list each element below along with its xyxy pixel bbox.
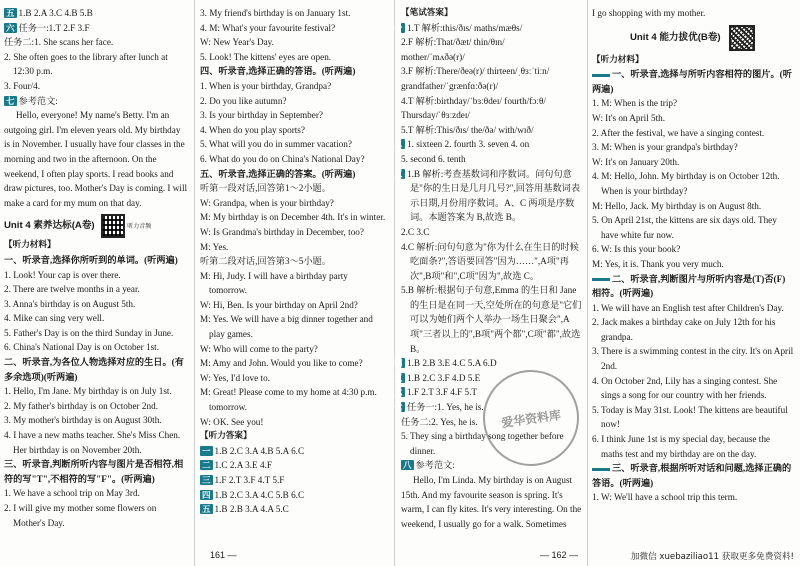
line-text: 1. sixteen 2. fourth 3. seven 4. on [407,139,530,150]
text-line [200,137,388,152]
line-text: 2.C 3.C [401,226,430,237]
line-text: 2. After the festival, we have a singing contest. [592,127,765,138]
text-line [592,96,794,111]
unit-header [630,25,794,51]
advert-text[interactable]: 加微信 xuebaziliao11 获取更多免费资料! [630,552,794,562]
text-line [200,50,388,65]
text-line [592,169,794,198]
line-text: 1.B 2.C 3.A 4.B 5.A 6.C [214,445,305,456]
line-text: 1.B 2.A 3.C 4.B 5.B [18,8,93,18]
question-list [592,490,794,505]
line-text: 6. I think June 1st is my special day, because the maths test and my birthday are on the day. [592,434,771,459]
line-text: 1.T 解析:this/ðɪs/ maths/mæθs/ [407,22,523,33]
text-line [4,413,188,428]
line-text: 5. Father's Day is on the third Sunday in June. [4,327,174,338]
answer-line [401,152,583,167]
column-2 [200,6,388,517]
text-line [200,385,388,414]
answer-line [200,444,388,459]
line-text: 1. Look! Your cap is over there. [4,269,121,280]
answer-line [401,94,583,109]
answer-line [200,473,388,488]
text-line [200,371,388,386]
answer-line [200,458,388,473]
text-line [592,315,794,344]
line-text: 任务一:1.T 2.F 3.F [18,22,90,33]
question-list [200,6,388,64]
question-number-badge: 五 [6,8,15,18]
answer-line [401,240,583,284]
line-text: 3.F 解析:There/ðeə(r)/ thirteen/ˌθɜːˈtiːn/ [401,66,550,77]
text-line [200,108,388,123]
stamp-seal: 爱华资料库 [477,364,585,472]
text-line [592,432,794,461]
text-line [4,297,188,312]
answer-line [394,356,583,371]
line-text: 1.B 2.C 3.F 4.D 5.E [407,372,481,383]
text-line [200,79,388,94]
question-heading: 一、听录音,选择与所听内容相符的图片。(听两遍) [592,69,792,94]
column-4 [592,6,794,505]
question-number-badge: 七 [401,402,405,412]
text-line [200,123,388,138]
essay-text: Hello, I'm Linda. My birthday is on August 15th. And my favourite season is spring. It's warm, I can fly kites. It's very interesting. On the weekend, I usually go for a walk. Sometimes [401,475,582,529]
line-text: grandfather/ˈgrænfɑːðə(r)/ [401,80,499,91]
line-text: W: New Year's Day. [200,37,274,48]
sub-heading: 听第二段对话,回答第3～5小题。 [200,256,331,267]
line-text: 4. M: Hello, John. My birthday is on October 12th. When is your birthday? [592,171,780,196]
line-text: W: Hi, Ben. Is your birthday on April 2nd? [200,299,358,310]
line-text: W: It's on January 20th. [592,156,680,167]
question-number-badge: 五 [401,373,405,383]
question-number-badge: 七 [6,95,15,106]
line-text: 2. There are twelve months in a year. [4,284,140,295]
qr-code-icon[interactable] [729,25,755,51]
line-text: 2.F 解析:That/ðæt/ thin/θɪn/ [401,37,505,48]
answer-line [401,50,583,65]
question-number-badge: 六 [401,387,405,397]
answer-line [401,79,583,94]
answer-line [4,21,188,36]
answer-line [394,21,583,36]
line-text: 任务一:1. Yes, he is. [407,402,484,413]
text-line [200,35,388,50]
text-line [200,415,388,430]
line-text: 3. Anna's birthday is on August 5th. [4,298,136,309]
line-text: W: OK. See you! [200,416,264,427]
line-text: M: Amy and John. Would you like to come? [200,358,363,369]
answer-line [401,123,583,138]
line-text: M: Great! Please come to my home at 4:30 p.m. tomorrow. [200,387,377,413]
text-line [592,344,794,373]
dialogue-list [200,269,388,430]
question-list [592,301,794,462]
text-line [592,257,794,272]
page-number-left: 161 — [210,550,237,560]
answer-line [200,488,388,503]
text-line [200,210,388,225]
answer-line [4,108,188,210]
line-text: W: Who will come to the party? [200,343,318,354]
line-text: 6. What do you do on China's National Day? [200,153,365,164]
text-line [200,94,388,109]
answer-line [401,283,583,356]
dialogue-list [200,196,388,254]
question-number-badge: 六 [6,22,15,33]
line-text: 1. When is your birthday, Grandpa? [200,80,332,91]
column-divider [194,0,195,566]
line-text: 5.T 解析:This/ðɪs/ the/ðə/ with/wɪð/ [401,124,534,135]
question-heading: 五、听录音,选择正确的答案。(听两遍) [200,168,356,179]
line-text: M: My birthday is on December 4th. It's in winter. [200,212,386,223]
text-line [592,242,794,257]
text-line [200,152,388,167]
answer-line [4,6,188,21]
unit-title: Unit 4 素养达标(A卷) [4,220,95,232]
line-text: 2. Do you like autumn? [200,95,287,106]
section-heading: 【听力答案】 [200,431,252,442]
text-line [4,486,188,501]
answer-line [200,502,388,517]
answer-lines [4,6,188,210]
qr-code-icon[interactable] [101,214,125,238]
answer-line [4,94,188,109]
question-heading: 二、听录音,为各位人物选择对应的生日。(有多余选项)(听两遍) [4,357,184,382]
column-1 [4,6,188,530]
unit-header [4,214,188,238]
text-line [200,312,388,341]
answer-line [4,35,188,50]
question-number-badge: 四 [202,489,211,500]
text-line [592,111,794,126]
line-text: Thursday/ˈθɜːzdeɪ/ [401,110,470,121]
line-text: Hello, everyone! My name's Betty. I'm an outgoing girl. I'm eleven years old. My birthday is in November. I usually have four classes in the morning and two in the afternoon. On the weekend, I often play sports. I read books and draw pictures, too. Mother's Day is coming. I will make a card for my mum on that day. [4,110,188,208]
text-line [4,340,188,355]
line-text: W: Is Grandma's birthday in December, too? [200,226,364,237]
line-text: 4. M: What's your favourite festival? [200,22,336,33]
line-text: 4.T 解析:birthday/ˈbɜːθdeɪ/ fourth/fɔːθ/ [401,95,546,106]
line-text: 1. We will have an English test after Children's Day. [592,302,784,313]
line-text: 5.B 解析:根据句子句意,Emma 的生日和 Jane 的生日是在同一天,空处所在的句意是"它们可以为她们两个人举办一场生日聚会",A项"三者以上的",B项"两个都",C项"都",故选 B。 [401,285,582,354]
text-line [4,384,188,399]
answer-line [401,225,583,240]
text-line [4,326,188,341]
question-number-badge: 五 [202,504,211,515]
answer-lines [200,444,388,517]
text-line [4,399,188,414]
text-line [200,21,388,36]
line-text: 5. Look! The kittens' eyes are open. [200,51,332,62]
line-text: 参考范文: [18,95,58,106]
line-text: 3. M: When is your grandpa's birthday? [592,142,738,153]
line-text: M: Yes, it is. Thank you very much. [592,258,724,269]
line-text: 2. Jack makes a birthday cake on July 12th for his grandpa. [592,317,776,342]
line-text: 1.F 2.T 3.F 4.T 5.F [214,475,285,485]
line-text: 5. What will you do in summer vacation? [200,139,352,150]
text-line [200,342,388,357]
text-line [200,196,388,211]
line-text: 1.C 2.A 3.E 4.F [214,460,272,471]
text-line [592,213,794,242]
line-text: mother/ˈmʌðə(r)/ [401,51,465,62]
question-number-badge: 四 [401,358,405,368]
line-text: 1.B 2.B 3.A 4.A 5.C [214,504,289,515]
text-line [592,199,794,214]
unit-title: Unit 4 能力拔优(B卷) [630,31,721,43]
line-text: 3. Is your birthday in September? [200,110,323,121]
text-line [592,374,794,403]
line-text: 4.C 解析:问句句意为"你为什么在生日的时候吃面条?",答语要回答"因为……",A项"再次",B项"和",C项"因为",故选 C。 [401,241,579,281]
question-list [4,486,188,530]
text-line [592,140,794,155]
answer-line [394,137,583,152]
text-line [4,282,188,297]
line-text: W: Yes, I'd love to. [200,372,270,383]
line-text: 4. When do you play sports? [200,124,305,135]
line-text: 5. Today is May 31st. Look! The kittens are beautiful now! [592,404,788,430]
question-number-badge: 二 [401,139,405,149]
text-line [200,240,388,255]
text-line [592,403,794,432]
text-line [200,298,388,313]
question-number-badge: 三 [401,169,405,179]
line-text: 2. She often goes to the library after lunch at 12:30 p.m. [4,51,168,77]
line-text: 1.B 解析:考查基数词和序数词。问句句意是"你的生日是几月几号?",回答用基数词表示日期,月份用序数词。A、C 两项是序数词。本题答案为 B,故选 B。 [407,168,581,223]
question-number-badge: 一 [401,23,405,33]
line-text: 1.B 2.B 3.E 4.C 5.A 6.D [407,358,497,369]
section-heading: 【听力材料】 [592,54,644,65]
question-heading: 三、听录音,根据所听对话和问题,选择正确的答语。(听两遍) [592,463,792,488]
line-text: 2. I will give my mother some flowers on Mother's Day. [4,503,157,528]
answer-line [401,35,583,50]
page-number-right: — 162 — [540,550,579,560]
line-text: 1. We have a school trip on May 3rd. [4,488,140,499]
line-text: 4. I have a new maths teacher. She's Miss Chen. Her birthday is on November 20th. [4,430,181,455]
text-line [4,501,188,530]
line-text: 5. second 6. tenth [401,153,466,164]
column-divider [587,0,588,566]
line-text: 3. My friend's birthday is on January 1st. [200,8,351,18]
line-text: M: Hello, Jack. My birthday is on August 8th. [592,200,762,211]
line-text: 任务二:2. Yes, he is. [401,416,478,427]
text-line [200,356,388,371]
line-text: 5. On April 21st, the kittens are six days old. They have white fur now. [592,215,777,240]
line-text: M: Yes. We will have a big dinner together and play games. [200,314,373,340]
sub-heading: 听第一段对话,回答第1～2小题。 [200,183,331,194]
line-text: 1.F 2.T 3.F 4.F 5.T [407,387,478,398]
line-text: 1. Hello, I'm Jane. My birthday is on July 1st. [4,386,172,397]
line-text: 1.B 2.C 3.A 4.C 5.B 6.C [214,489,305,500]
question-heading: 四、听录音,选择正确的答语。(听两遍) [200,66,356,77]
answer-line [4,50,188,79]
spine-divider [394,0,395,566]
text-line [592,155,794,170]
answer-line [401,64,583,79]
line-text: M: Yes. [200,241,229,252]
line-text: W: Grandpa, when is your birthday? [200,197,334,208]
qr-label: 听力音频 [127,224,152,231]
question-list [4,268,188,356]
line-text: 4. Mike can sing very well. [4,313,105,324]
text-line [4,311,188,326]
line-text: 3. There is a swimming contest in the city. It's on April 2nd. [592,346,794,372]
answer-line [394,167,583,225]
line-text: 5. They sing a birthday song together before dinner. [401,431,564,456]
essay-heading: 八 参考范文: [403,460,455,471]
section-heading: 【听力材料】 [4,240,56,251]
question-heading: 二、听录音,判断图片与所听内容是(T)否(F)相符。(听两遍) [592,273,786,299]
text-line [592,126,794,141]
line-text: 3. Four/4. [4,80,40,91]
line-text: 3. My mother's birthday is on August 30th. [4,415,162,426]
question-heading: 三、听录音,判断所听内容与图片是否相符,相符的写"T",不相符的写"F"。(听两遍) [4,459,184,484]
question-heading: 一、听录音,选择你所听到的单词。(听两遍) [4,254,178,265]
line-text: 4. On October 2nd, Lily has a singing contest. She sings a song for our country with her friends. [592,375,778,401]
line-text: 6. China's National Day is on October 1st. [4,342,160,353]
answer-line [4,79,188,94]
continuation-line: I go shopping with my mother. [592,8,706,18]
line-text: M: Hi, Judy. I will have a birthday party tomorrow. [200,270,348,296]
line-text: W: It's on April 5th. [592,112,666,123]
text-line [592,490,794,505]
question-number-badge: 三 [202,475,211,485]
text-line [4,428,188,457]
line-text: 6. W: Is this your book? [592,244,681,255]
question-list [4,384,188,457]
text-line [200,269,388,298]
question-list [592,96,794,271]
question-number-badge: 二 [202,460,211,471]
line-text: 1. M: When is the trip? [592,98,678,109]
line-text: 1. W: We'll have a school trip this term. [592,492,738,503]
question-list [200,79,388,167]
question-number-badge: 一 [202,445,211,456]
text-line [200,225,388,240]
answer-line [401,108,583,123]
line-text: 任务二:1. She scans her face. [4,37,114,48]
text-line [592,301,794,316]
line-text: 2. My father's birthday is on October 2nd. [4,400,158,411]
text-line [200,6,388,21]
text-line [4,268,188,283]
section-heading: 【笔试答案】 [401,8,453,18]
